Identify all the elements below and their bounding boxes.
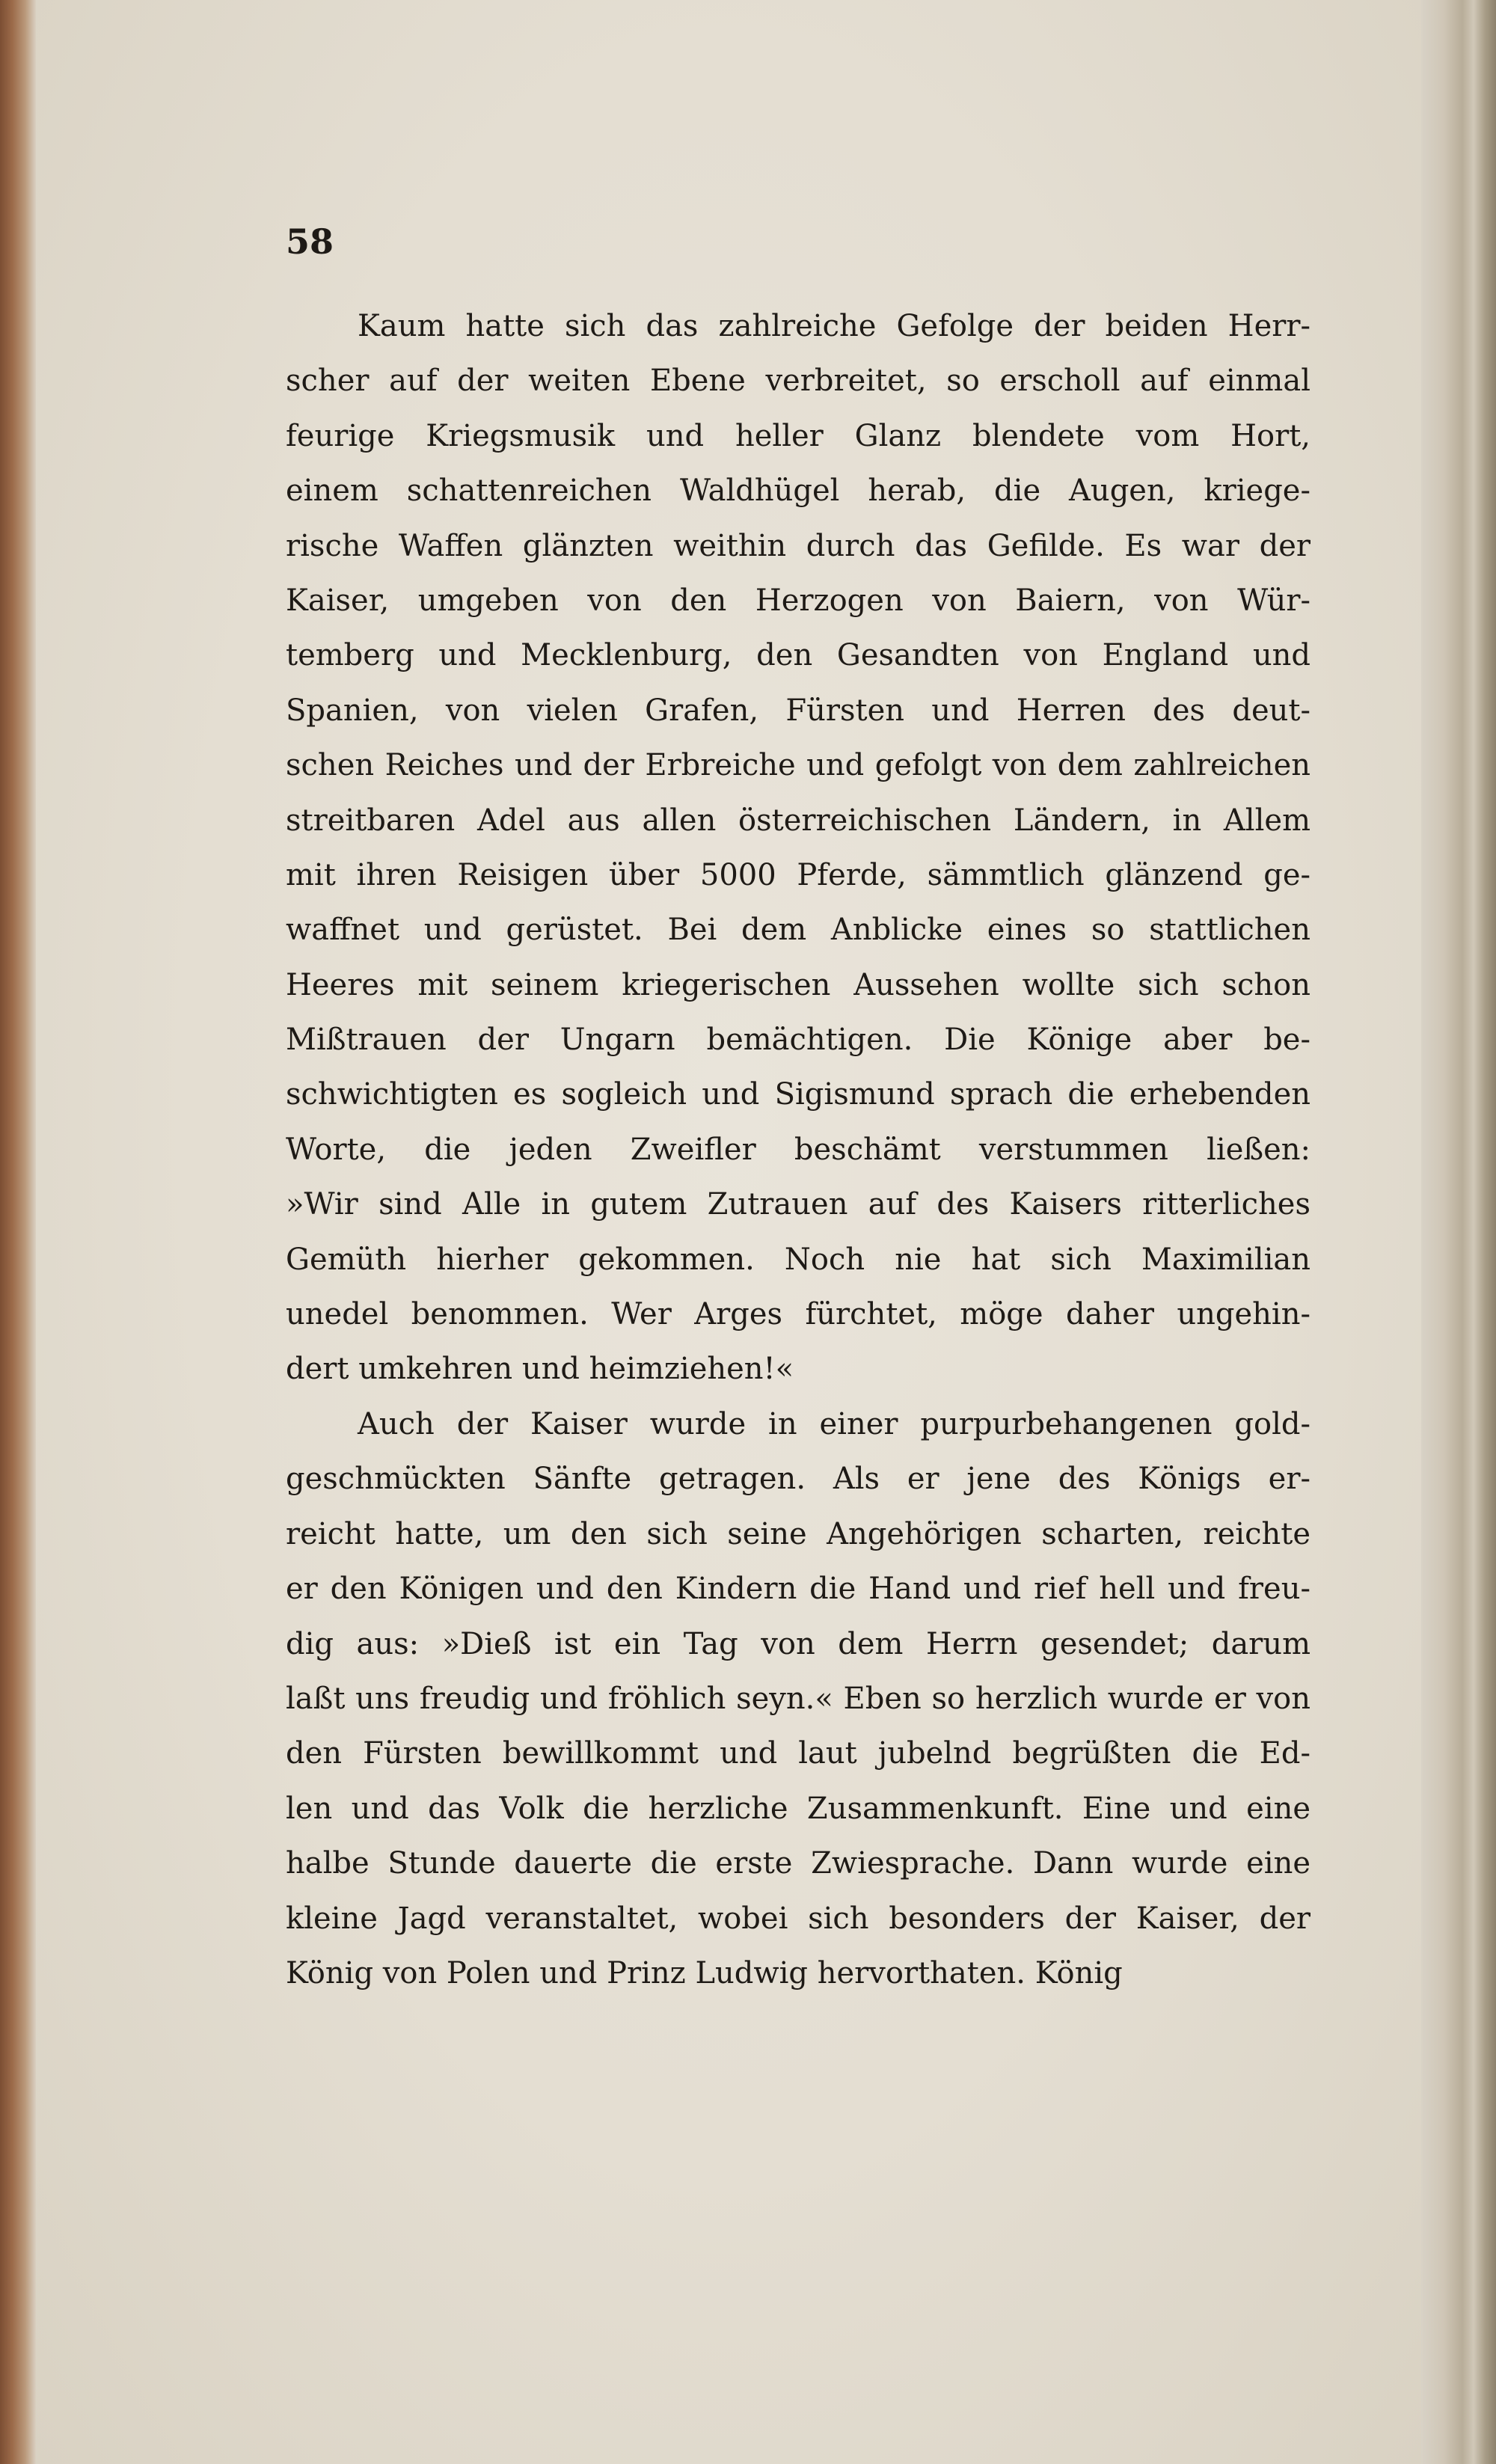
text-line: König von Polen und Prinz Ludwig hervorthaten. König bbox=[286, 1955, 1123, 1990]
text-line: len und das Volk die herzliche Zusammenkunft. Eine und eine bbox=[286, 1791, 1310, 1826]
text-line: Worte, die jeden Zweifler beschämt verstummen ließen: bbox=[286, 1132, 1310, 1167]
text-line: Heeres mit seinem kriegerischen Aussehen wollte sich schon bbox=[286, 967, 1310, 1002]
text-line: waffnet und gerüstet. Bei dem Anblicke eines so stattlichen bbox=[286, 913, 1310, 948]
text-line: Kaiser, umgeben von den Herzogen von Baiern, von Wür- bbox=[286, 583, 1310, 618]
text-line: er den Königen und den Kindern die Hand und rief hell und freu- bbox=[286, 1572, 1310, 1607]
text-line: reicht hatte, um den sich seine Angehörigen scharten, reichte bbox=[286, 1516, 1310, 1551]
text-line: Gemüth hierher gekommen. Noch nie hat sich Maximilian bbox=[286, 1242, 1310, 1277]
text-line: rische Waffen glänzten weithin durch das Gefilde. Es war der bbox=[286, 528, 1310, 563]
text-line: laßt uns freudig und fröhlich seyn.« Eben so herzlich wurde er von bbox=[286, 1681, 1310, 1716]
text-line: geschmückten Sänfte getragen. Als er jene des Königs er- bbox=[286, 1462, 1310, 1497]
text-line: schwichtigten es sogleich und Sigismund sprach die erhebenden bbox=[286, 1077, 1310, 1112]
text-line: Spanien, von vielen Grafen, Fürsten und Herren des deut- bbox=[286, 693, 1310, 728]
text-line: einem schattenreichen Waldhügel herab, die Augen, kriege- bbox=[286, 474, 1310, 509]
book-page bbox=[36, 0, 1421, 2464]
text-line: unedel benommen. Wer Arges fürchtet, möge daher ungehin- bbox=[286, 1297, 1310, 1332]
text-line: halbe Stunde dauerte die erste Zwiesprache. Dann wurde eine bbox=[286, 1846, 1310, 1881]
paragraph-1 bbox=[286, 299, 1310, 1397]
text-line: den Fürsten bewillkommt und laut jubelnd begrüßten die Ed- bbox=[286, 1736, 1310, 1771]
text-line: scher auf der weiten Ebene verbreitet, so erscholl auf einmal bbox=[286, 364, 1310, 399]
text-line: kleine Jagd veranstaltet, wobei sich besonders der Kaiser, der bbox=[286, 1901, 1310, 1936]
text-line: temberg und Mecklenburg, den Gesandten von England und bbox=[286, 638, 1310, 673]
text-line: schen Reiches und der Erbreiche und gefolgt von dem zahlreichen bbox=[286, 748, 1310, 783]
text-line: streitbaren Adel aus allen österreichischen Ländern, in Allem bbox=[286, 803, 1310, 838]
paragraph-2 bbox=[286, 1397, 1310, 2001]
book-edge-right bbox=[1421, 0, 1496, 2464]
text-line: Kaum hatte sich das zahlreiche Gefolge der beiden Herr- bbox=[358, 309, 1310, 343]
text-line: mit ihren Reisigen über 5000 Pferde, sämmtlich glänzend ge- bbox=[286, 857, 1310, 892]
text-line: dig aus: »Dieß ist ein Tag von dem Herrn gesendet; darum bbox=[286, 1626, 1310, 1661]
text-line: Mißtrauen der Ungarn bemächtigen. Die Könige aber be- bbox=[286, 1023, 1310, 1058]
text-line: Auch der Kaiser wurde in einer purpurbehangenen gold- bbox=[358, 1407, 1310, 1441]
text-line: dert umkehren und heimziehen!« bbox=[286, 1352, 794, 1387]
page-number: 58 bbox=[286, 221, 334, 262]
text-line: »Wir sind Alle in gutem Zutrauen auf des Kaisers ritterliches bbox=[286, 1187, 1310, 1222]
book-edge-left bbox=[0, 0, 36, 2464]
text-line: feurige Kriegsmusik und heller Glanz blendete vom Hort, bbox=[286, 418, 1310, 453]
